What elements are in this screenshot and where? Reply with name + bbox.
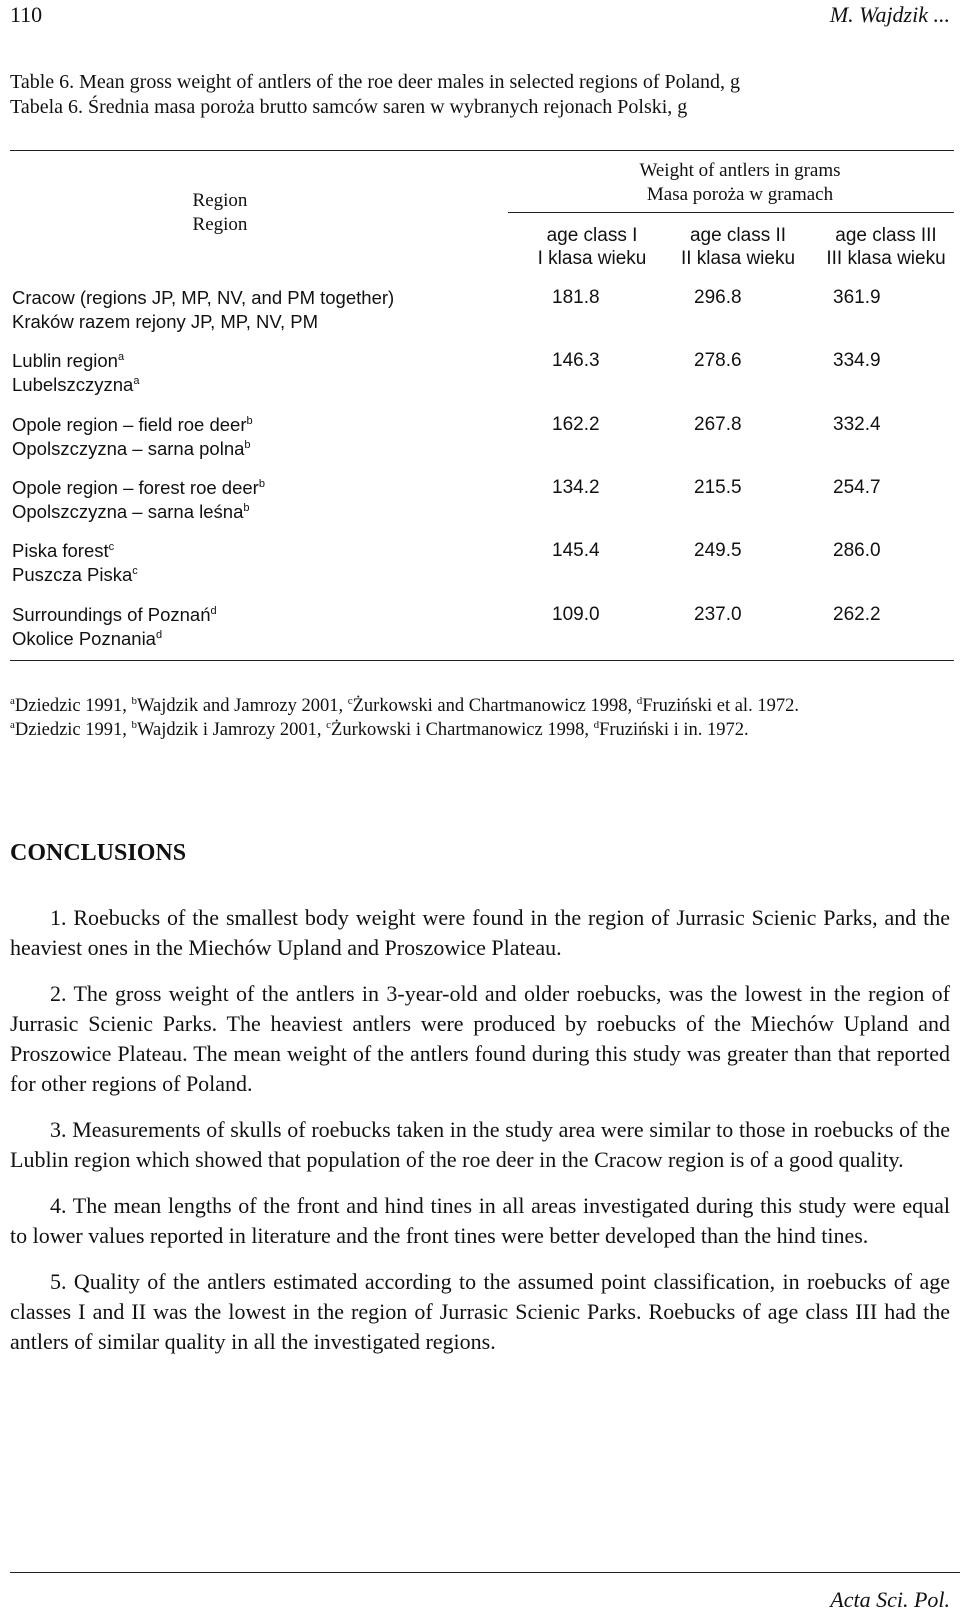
footnote-mark: a <box>10 694 15 707</box>
conclusions-heading: CONCLUSIONS <box>10 840 187 866</box>
table-caption-pl: Tabela 6. Średnia masa poroża brutto samców saren w wybranych rejonach Polski, g <box>10 96 688 118</box>
running-head: M. Wajdzik ... <box>829 2 950 27</box>
table-cell: 361.9 <box>833 287 881 308</box>
table-cell: 146.3 <box>552 350 600 371</box>
table-row-label <box>12 286 492 334</box>
age-class-1-header-pl: I klasa wieku <box>537 248 647 269</box>
footnote-mark: b <box>131 694 138 707</box>
weight-header-pl: Masa poroża w gramach <box>646 184 834 205</box>
footnote-marker: a <box>133 374 140 387</box>
table-row-label <box>12 476 492 524</box>
footnote-marker: b <box>243 501 250 514</box>
footnotes-en <box>10 694 950 718</box>
footnote-text: Dziedzic 1991, <box>14 696 132 716</box>
footnote-marker: c <box>132 564 138 577</box>
table-cell: 109.0 <box>552 604 600 625</box>
table-cell: 267.8 <box>694 414 742 435</box>
region-name-en: Opole region – forest roe deer <box>12 477 259 498</box>
table-row-label <box>12 603 492 651</box>
age-class-3-header-en: age class III <box>835 225 937 246</box>
footnote-mark: d <box>593 718 600 731</box>
table-cell: 278.6 <box>694 350 742 371</box>
conclusion-item: 1. Roebucks of the smallest body weight were found in the region of Jurrasic Scienic Parks, and the heaviest ones in the Miechów Upland and Proszowice Plateau. <box>10 905 950 960</box>
footnote-mark: b <box>131 718 138 731</box>
footnote-text: Fruziński i in. 1972. <box>599 720 749 740</box>
region-name-en: Piska forest <box>12 540 109 561</box>
age-class-2-header-en: age class II <box>689 225 787 246</box>
region-name-pl: Okolice Poznania <box>12 628 156 649</box>
region-name-pl: Lubelszczyzna <box>12 374 134 395</box>
page-number: 110 <box>10 2 43 27</box>
region-name-pl: Opolszczyzna – sarna polna <box>12 438 245 459</box>
table-row-label <box>12 539 492 587</box>
conclusion-item: 5. Quality of the antlers estimated according to the assumed point classification, in roebucks of age classes I and II was the lowest in the region of Jurrasic Scienic Parks. Roebucks of age class III had the antlers of similar quality in all the investigated regions. <box>10 1269 950 1354</box>
age-class-2-header-pl: II klasa wieku <box>680 248 796 269</box>
table-cell: 237.0 <box>694 604 742 625</box>
table-cell: 145.4 <box>552 540 600 561</box>
age-class-3-header-pl: III klasa wieku <box>826 248 946 269</box>
table-cell: 134.2 <box>552 477 600 498</box>
conclusion-item: 4. The mean lengths of the front and hind tines in all areas investigated during this study were equal to lower values reported in literature and the front tines were better developed than the hind tines. <box>10 1193 950 1248</box>
table-cell: 215.5 <box>694 477 742 498</box>
age-class-1-header <box>522 224 662 270</box>
region-name-en: Lublin region <box>12 350 118 371</box>
region-name-en: Surroundings of Poznań <box>12 604 211 625</box>
footnote-text: Fruziński et al. 1972. <box>642 696 799 716</box>
table-footnotes <box>10 694 950 742</box>
region-header-en: Region <box>192 190 248 211</box>
table-cell: 162.2 <box>552 414 600 435</box>
table-row-label <box>12 349 492 397</box>
footnote-text: Wajdzik i Jamrozy 2001, <box>137 720 327 740</box>
table-cell: 286.0 <box>833 540 881 561</box>
footnote-mark: c <box>347 694 353 707</box>
table-caption-en: Table 6. Mean gross weight of antlers of the roe deer males in selected regions of Poland, g <box>10 71 741 93</box>
footnote-text: Dziedzic 1991, <box>14 720 132 740</box>
footnote-marker: b <box>244 438 251 451</box>
footnote-marker: a <box>117 350 125 363</box>
footnote-marker: d <box>155 628 163 641</box>
footnote-text: Żurkowski i Chartmanowicz 1998, <box>331 720 594 740</box>
conclusion-item: 3. Measurements of skulls of roebucks taken in the study area were similar to those in roebucks of the Lublin region which showed that population of the roe deer in the Cracow region is of a good quality. <box>10 1117 950 1172</box>
age-class-3-header <box>816 224 956 270</box>
table-bottom-rule <box>10 660 954 661</box>
table-cell: 262.2 <box>833 604 881 625</box>
footnote-marker: d <box>210 604 217 617</box>
table-top-rule <box>10 150 954 151</box>
region-header <box>120 189 320 237</box>
footnote-mark: c <box>326 718 332 731</box>
footnote-marker: b <box>258 477 265 490</box>
age-class-2-header <box>668 224 808 270</box>
footnote-text: Wajdzik and Jamrozy 2001, <box>137 696 348 716</box>
table-cell: 181.8 <box>552 287 600 308</box>
region-name-pl: Opolszczyzna – sarna leśna <box>12 501 244 522</box>
footnote-text: Żurkowski and Chartmanowicz 1998, <box>352 696 637 716</box>
footnote-mark: a <box>10 718 15 731</box>
region-header-pl: Region <box>192 214 248 235</box>
footnote-mark: d <box>636 694 643 707</box>
page-header <box>10 0 950 30</box>
table-cell: 254.7 <box>833 477 881 498</box>
weight-header-en: Weight of antlers in grams <box>639 160 841 181</box>
table-cell: 296.8 <box>694 287 742 308</box>
table-cell: 334.9 <box>833 350 881 371</box>
region-name-pl: Kraków razem rejony JP, MP, NV, PM <box>12 311 319 332</box>
age-class-1-header-en: age class I <box>546 225 638 246</box>
weight-header-rule <box>508 212 954 213</box>
journal-name: Acta Sci. Pol. <box>830 1587 950 1612</box>
region-name-en: Cracow (regions JP, MP, NV, and PM together) <box>12 287 395 308</box>
footer-rule <box>10 1572 960 1573</box>
footnote-marker: b <box>246 414 253 427</box>
region-name-en: Opole region – field roe deer <box>12 414 247 435</box>
weight-header <box>520 159 960 207</box>
table-cell: 249.5 <box>694 540 742 561</box>
conclusions-body <box>10 903 950 1373</box>
table-cell: 332.4 <box>833 414 881 435</box>
region-name-pl: Puszcza Piska <box>12 564 133 585</box>
footnote-marker: c <box>108 540 115 553</box>
table-row-label <box>12 413 492 461</box>
footnotes-pl <box>10 718 950 742</box>
conclusion-item: 2. The gross weight of the antlers in 3-year-old and older roebucks, was the lowest in the region of Jurrasic Scienic Parks. The heaviest antlers were produced by roebucks of the Miechów Upland and Proszowice Plateau. The mean weight of the antlers found during this study was greater than that reported for other regions of Poland. <box>10 981 950 1096</box>
